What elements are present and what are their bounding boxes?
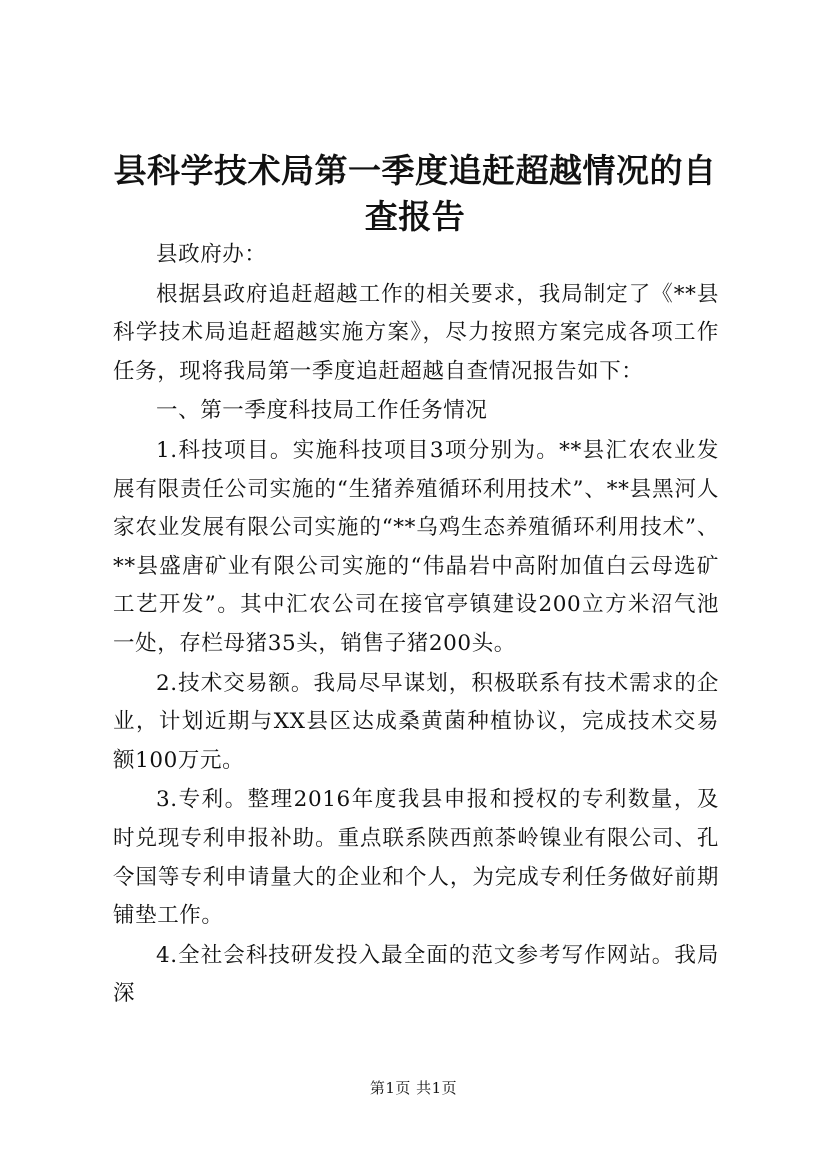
- document-title: 县科学技术局第一季度追赶超越情况的自查报告: [113, 151, 717, 236]
- item-tech-projects: 1.科技项目。实施科技项目3项分别为。**县汇农农业发展有限责任公司实施的“生猪养殖循环利用技术”、**县黑河人家农业发展有限公司实施的“**乌鸡生态养殖循环利用技术”、**县盛唐矿业有限公司实施的“伟晶岩中高附加值白云母选矿工艺开发”。其中汇农公司在接官亭镇建设200立方米沼气池一处，存栏母猪35头，销售子猪200头。: [113, 437, 719, 656]
- item-patents: 3.专利。整理2016年度我县申报和授权的专利数量，及时兑现专利申报补助。重点联系陕西煎茶岭镍业有限公司、孔令国等专利申请量大的企业和个人，为完成专利任务做好前期铺垫工作。: [113, 787, 719, 929]
- document-body: [113, 236, 719, 1015]
- intro-paragraph: 根据县政府追赶超越工作的相关要求，我局制定了《**县科学技术局追赶超越实施方案》，尽力按照方案完成各项工作任务，现将我局第一季度追赶超越自查情况报告如下：: [113, 281, 719, 384]
- section-heading: 一、第一季度科技局工作任务情况: [156, 398, 488, 424]
- page-footer: 第1页 共1页: [369, 1079, 458, 1097]
- item-tech-trade: 2.技术交易额。我局尽早谋划，积极联系有技术需求的企业，计划近期与XX县区达成桑黄菌种植协议，完成技术交易额100万元。: [113, 670, 719, 773]
- item-rd-investment: 4.全社会科技研发投入最全面的范文参考写作网站。我局深: [113, 942, 719, 1007]
- salutation: 县政府办：: [156, 242, 267, 267]
